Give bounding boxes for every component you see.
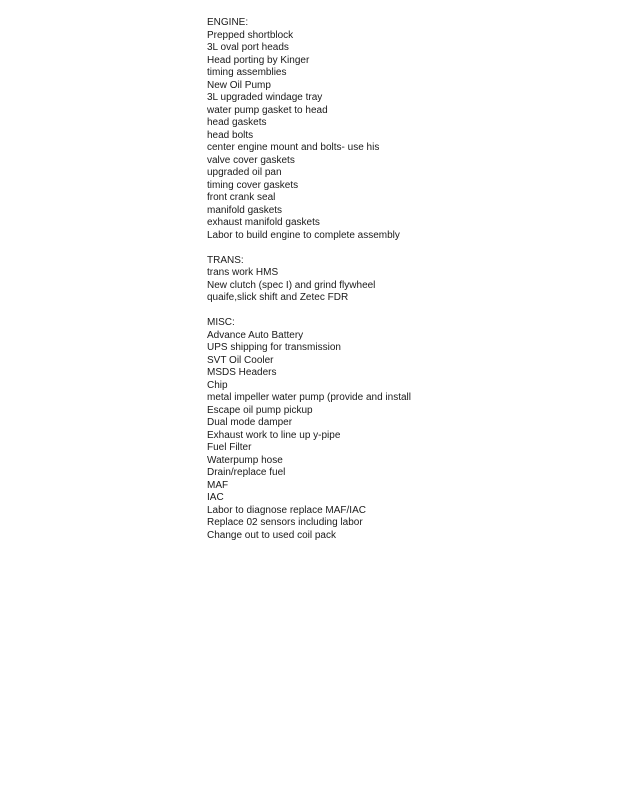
list-item: trans work HMS: [207, 267, 279, 278]
list-item: manifold gaskets: [207, 204, 283, 216]
list-item: timing cover gaskets: [207, 179, 299, 191]
list-item: 3L upgraded windage tray: [207, 92, 323, 103]
list-item: center engine mount and bolts- use his: [207, 142, 380, 153]
list-item: Fuel Filter: [207, 442, 252, 453]
list-item: Change out to used coil pack: [207, 529, 336, 541]
trans-item-list: [207, 267, 607, 305]
list-item: UPS shipping for transmission: [207, 342, 341, 353]
list-item: New clutch (spec I) and grind flywheel: [207, 279, 376, 291]
list-item: IAC: [207, 492, 224, 503]
list-item: Waterpump hose: [207, 454, 283, 466]
list-item: Labor to diagnose replace MAF/IAC: [207, 504, 366, 516]
list-item: SVT Oil Cooler: [207, 354, 274, 366]
list-item: Exhaust work to line up y-pipe: [207, 429, 341, 441]
misc-item-list: [207, 330, 607, 543]
list-item: Drain/replace fuel: [207, 467, 286, 478]
trans-section: [207, 255, 607, 305]
list-item: Replace 02 sensors including labor: [207, 517, 363, 528]
list-item: MAF: [207, 479, 229, 491]
list-item: quaife,slick shift and Zetec FDR: [207, 292, 349, 303]
list-item: front crank seal: [207, 192, 276, 203]
list-item: upgraded oil pan: [207, 167, 282, 178]
list-item: timing assemblies: [207, 67, 287, 78]
list-item: water pump gasket to head: [207, 104, 328, 116]
list-item: Head porting by Kinger: [207, 54, 310, 66]
list-item: New Oil Pump: [207, 79, 271, 91]
list-item: metal impeller water pump (provide and install: [207, 392, 411, 403]
list-item: 3L oval port heads: [207, 42, 289, 53]
section-heading-trans: TRANS:: [207, 254, 244, 266]
engine-section: [207, 17, 607, 242]
list-item: Dual mode damper: [207, 417, 293, 428]
list-item: Chip: [207, 379, 228, 391]
section-heading-engine: ENGINE:: [207, 17, 249, 28]
misc-section: [207, 317, 607, 542]
document-content: [207, 17, 607, 542]
list-item: Escape oil pump pickup: [207, 404, 313, 416]
section-heading-misc: MISC:: [207, 317, 235, 328]
list-item: MSDS Headers: [207, 367, 277, 378]
list-item: exhaust manifold gaskets: [207, 217, 320, 228]
list-item: head bolts: [207, 129, 254, 141]
engine-item-list: [207, 30, 607, 243]
list-item: valve cover gaskets: [207, 154, 295, 166]
list-item: head gaskets: [207, 117, 267, 128]
list-item: Prepped shortblock: [207, 29, 294, 41]
list-item: Labor to build engine to complete assembly: [207, 229, 400, 241]
list-item: Advance Auto Battery: [207, 329, 304, 341]
